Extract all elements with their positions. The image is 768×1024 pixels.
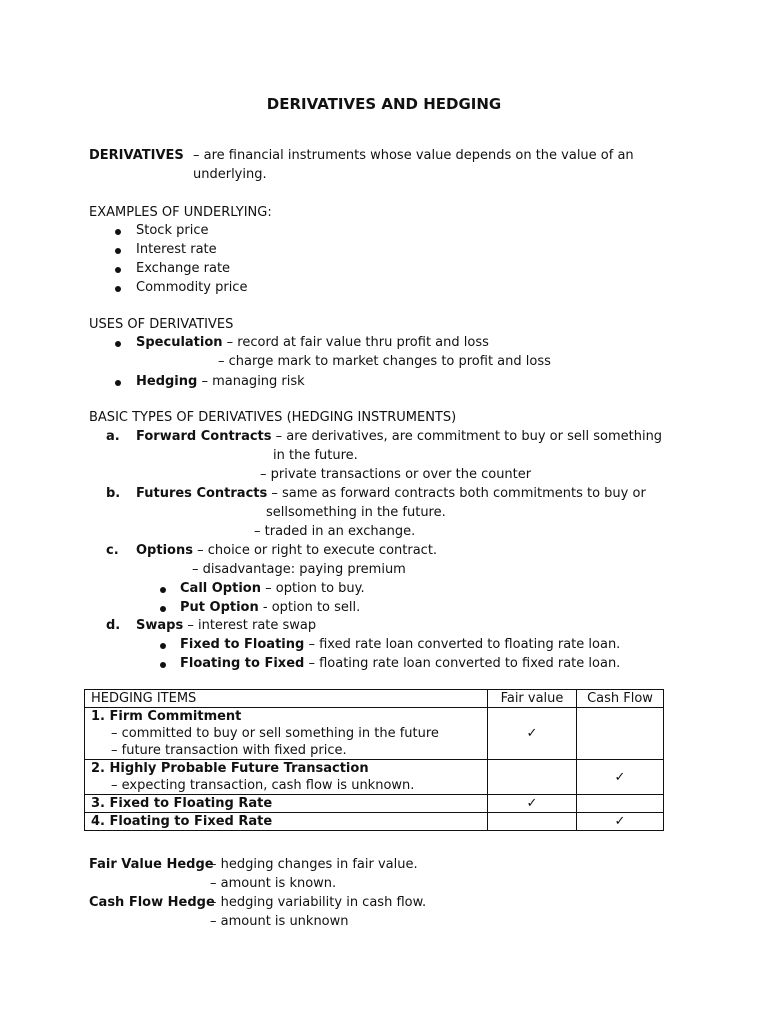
- row-title: 3. Fixed to Floating Rate: [85, 795, 488, 813]
- type-c-text-1: – choice or right to execute contract.: [197, 543, 438, 558]
- underlying-heading: EXAMPLES OF UNDERLYING:: [89, 205, 272, 220]
- table-row: [85, 760, 664, 795]
- put-option-term: Put Option: [180, 600, 259, 615]
- call-option-line: [180, 580, 365, 598]
- table-row: [85, 708, 664, 760]
- row-title: 1. Firm Commitment: [91, 709, 242, 724]
- header-cash-flow: Cash Flow: [577, 690, 664, 708]
- put-option-text: - option to sell.: [262, 600, 361, 615]
- type-a-term: Forward Contracts: [136, 429, 272, 444]
- row-item-cell: [85, 708, 488, 760]
- bullet-icon: [160, 587, 166, 593]
- row-title: 2. Highly Probable Future Transaction: [91, 761, 369, 776]
- fair-value-hedge-text-1: – hedging changes in fair value.: [210, 857, 418, 872]
- types-heading: BASIC TYPES OF DERIVATIVES (HEDGING INSTRUMENTS): [89, 410, 457, 425]
- type-d-line: [136, 617, 316, 635]
- floating-to-fixed-line: [180, 655, 620, 673]
- row-cash-flow: [577, 795, 664, 813]
- row-fair-value: ✓: [488, 708, 577, 760]
- cash-flow-hedge-term: Cash Flow Hedge: [89, 895, 215, 910]
- speculation-term: Speculation: [136, 335, 223, 350]
- fair-value-hedge-text-2: – amount is known.: [210, 876, 337, 891]
- bullet-icon: [115, 267, 121, 273]
- bullet-icon: [115, 229, 121, 235]
- type-b-text-3: – traded in an exchange.: [254, 524, 416, 539]
- type-c-text-2: – disadvantage: paying premium: [192, 562, 406, 577]
- type-b-text-2: sellsomething in the future.: [266, 505, 446, 520]
- type-a-text-1: – are derivatives, are commitment to buy or sell something: [275, 429, 663, 444]
- bullet-icon: [115, 341, 121, 347]
- put-option-line: [180, 599, 360, 617]
- bullet-icon: [160, 643, 166, 649]
- speculation-text-2: – charge mark to market changes to profit and loss: [218, 354, 551, 369]
- cash-flow-hedge-text-2: – amount is unknown: [210, 914, 349, 929]
- cash-flow-hedge-text-1: – hedging variability in cash flow.: [210, 895, 427, 910]
- call-option-term: Call Option: [180, 581, 261, 596]
- header-hedging-items: HEDGING ITEMS: [85, 690, 488, 708]
- type-c-term: Options: [136, 543, 193, 558]
- type-a-text-2: in the future.: [273, 448, 358, 463]
- bullet-icon: [115, 248, 121, 254]
- definition-line-2: underlying.: [193, 167, 267, 182]
- type-d-letter: d.: [106, 618, 121, 633]
- type-a-letter: a.: [106, 429, 120, 444]
- table-header-row: [85, 690, 664, 708]
- hedging-text: – managing risk: [201, 374, 305, 389]
- fair-value-hedge-term: Fair Value Hedge: [89, 857, 214, 872]
- underlying-item: Interest rate: [136, 242, 217, 257]
- type-a-line: [136, 428, 662, 446]
- fixed-to-floating-term: Fixed to Floating: [180, 637, 305, 652]
- table-row: [85, 813, 664, 831]
- row-cash-flow: ✓: [577, 760, 664, 795]
- type-b-text-1: – same as forward contracts both commitments to buy or: [271, 486, 646, 501]
- call-option-text: – option to buy.: [265, 581, 365, 596]
- underlying-item: Stock price: [136, 223, 209, 238]
- row-cash-flow: ✓: [577, 813, 664, 831]
- fixed-to-floating-text: – fixed rate loan converted to floating rate loan.: [308, 637, 621, 652]
- row-fair-value: [488, 813, 577, 831]
- row-sub-2: – future transaction with fixed price.: [111, 743, 347, 758]
- row-cash-flow: [577, 708, 664, 760]
- type-d-text-1: – interest rate swap: [187, 618, 317, 633]
- type-a-text-3: – private transactions or over the counter: [260, 467, 532, 482]
- bullet-icon: [115, 286, 121, 292]
- hedging-line: [136, 373, 305, 391]
- hedging-term: Hedging: [136, 374, 198, 389]
- definition-term: DERIVATIVES: [89, 148, 184, 163]
- underlying-item: Exchange rate: [136, 261, 231, 276]
- row-fair-value: [488, 760, 577, 795]
- table-row: [85, 795, 664, 813]
- uses-heading: USES OF DERIVATIVES: [89, 317, 234, 332]
- bullet-icon: [160, 606, 166, 612]
- row-sub-1: – committed to buy or sell something in the future: [111, 726, 439, 741]
- speculation-line: [136, 334, 489, 352]
- type-b-letter: b.: [106, 486, 121, 501]
- fixed-to-floating-line: [180, 636, 620, 654]
- page-title: DERIVATIVES AND HEDGING: [266, 95, 502, 113]
- speculation-text-1: – record at fair value thru profit and loss: [226, 335, 489, 350]
- type-c-line: [136, 542, 437, 560]
- definition-line-1: – are financial instruments whose value depends on the value of an: [193, 148, 634, 163]
- hedging-items-table: [84, 689, 664, 831]
- type-d-term: Swaps: [136, 618, 184, 633]
- type-c-letter: c.: [106, 543, 119, 558]
- header-fair-value: Fair value: [488, 690, 577, 708]
- row-sub-1: – expecting transaction, cash flow is unknown.: [111, 778, 415, 793]
- bullet-icon: [160, 662, 166, 668]
- floating-to-fixed-term: Floating to Fixed: [180, 656, 305, 671]
- underlying-item: Commodity price: [136, 280, 248, 295]
- row-title: 4. Floating to Fixed Rate: [85, 813, 488, 831]
- bullet-icon: [115, 380, 121, 386]
- row-fair-value: ✓: [488, 795, 577, 813]
- row-item-cell: [85, 760, 488, 795]
- type-b-term: Futures Contracts: [136, 486, 268, 501]
- floating-to-fixed-text: – floating rate loan converted to fixed rate loan.: [308, 656, 621, 671]
- type-b-line: [136, 485, 646, 503]
